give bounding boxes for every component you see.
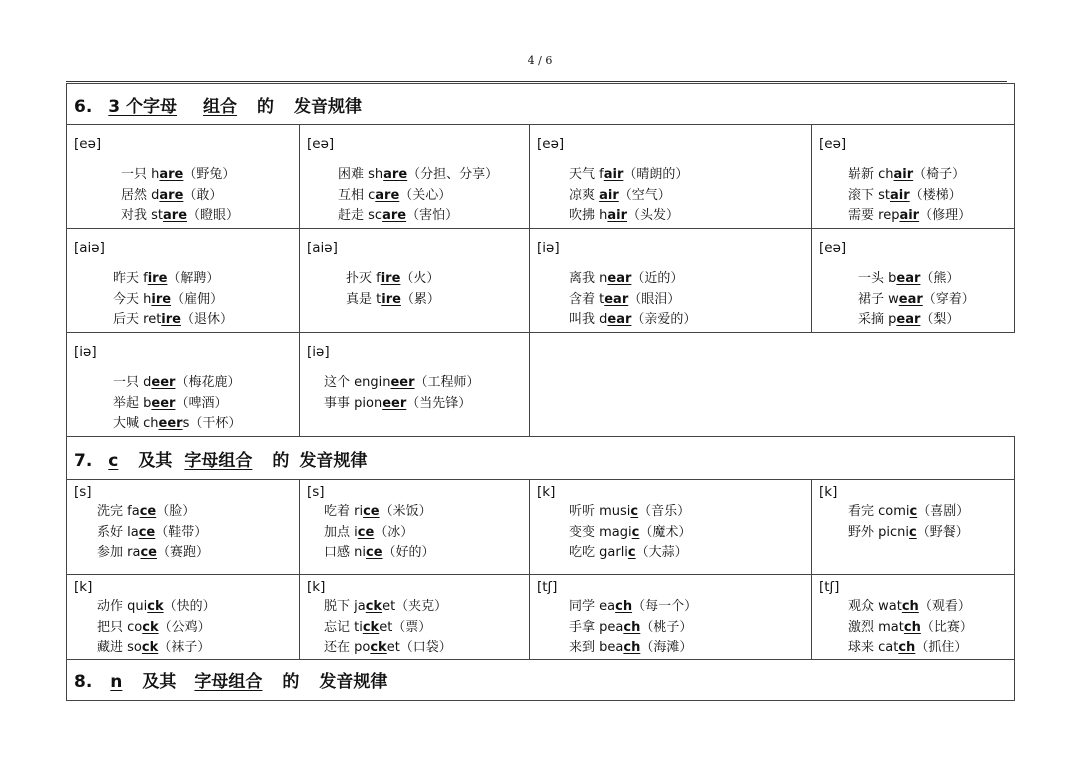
word-list xyxy=(812,258,1014,331)
table-cell xyxy=(530,575,812,660)
section-7-header-row xyxy=(67,437,1015,480)
section-heading xyxy=(67,84,1015,125)
phonetic-symbol: [iə] xyxy=(307,344,330,360)
word-entry: 激烈 match（比赛） xyxy=(848,619,973,635)
word-entry: 手拿 peach（桃子） xyxy=(569,619,693,635)
word-list xyxy=(300,597,529,659)
word-entry: 球来 catch（抓住） xyxy=(848,640,968,655)
word-entry: 洗完 face（脸） xyxy=(97,504,196,519)
word-entry: 口感 nice（好的） xyxy=(324,545,435,560)
heading-part: 发音规律 xyxy=(319,672,388,692)
phonetic-symbol: [tʃ] xyxy=(819,579,840,595)
word-entry: 还在 pocket（口袋） xyxy=(324,640,452,655)
table-cell xyxy=(812,480,1015,575)
word-list xyxy=(67,502,299,564)
table-cell xyxy=(812,575,1015,660)
word-entry: 事事 pioneer（当先锋） xyxy=(324,395,472,411)
table-cell xyxy=(812,125,1015,229)
empty-cell xyxy=(530,333,1015,437)
table-cell xyxy=(530,229,812,333)
phonetic-symbol: [k] xyxy=(307,579,326,595)
table-cell xyxy=(67,333,300,437)
word-entry: 野外 picnic（野餐） xyxy=(848,524,969,540)
word-list xyxy=(300,362,529,414)
phonetic-symbol: [k] xyxy=(819,484,838,500)
section-number: 6. xyxy=(74,96,93,117)
word-list xyxy=(67,154,299,227)
heading-part: 字母组合 xyxy=(194,672,263,692)
word-entry: 后天 retire（退休） xyxy=(113,312,233,327)
section-8-header-row xyxy=(67,659,1015,700)
word-entry: 看完 comic（喜剧） xyxy=(848,504,970,519)
table-row xyxy=(67,229,1015,333)
word-list xyxy=(530,597,811,659)
word-list xyxy=(300,502,529,564)
section-6-header-row xyxy=(67,84,1015,125)
heading-part: 的 xyxy=(257,96,275,117)
word-entry: 一只 deer（梅花鹿） xyxy=(113,375,241,390)
heading-part: 的 xyxy=(282,672,300,692)
heading-part: 字母组合 xyxy=(184,450,253,471)
table-cell xyxy=(67,229,300,333)
table-row xyxy=(67,480,1015,575)
word-entry: 居然 dare（敢） xyxy=(121,187,223,203)
phonetic-symbol: [s] xyxy=(307,484,325,500)
table-row xyxy=(67,125,1015,229)
word-entry: 脱下 jacket（夹克） xyxy=(324,599,448,614)
word-list xyxy=(300,258,529,310)
word-entry: 加点 ice（冰） xyxy=(324,524,414,540)
table-cell xyxy=(530,480,812,575)
word-list xyxy=(812,597,1014,659)
heading-part: 发音规律 xyxy=(294,96,363,117)
word-entry: 裙子 wear（穿着） xyxy=(858,291,975,307)
word-entry: 听听 music（音乐） xyxy=(569,504,691,519)
word-entry: 扑灭 fire（火） xyxy=(346,271,440,286)
word-entry: 动作 quick（快的） xyxy=(97,599,216,614)
word-entry: 滚下 stair（楼梯） xyxy=(848,187,962,203)
phonetic-symbol: [iə] xyxy=(74,344,97,360)
table-row xyxy=(67,575,1015,660)
phonetic-symbol: [k] xyxy=(74,579,93,595)
table-cell xyxy=(300,480,530,575)
word-entry: 今天 hire（雇佣） xyxy=(113,291,224,307)
heading-part: 3 个字母 xyxy=(108,96,178,117)
word-entry: 困难 share（分担、分享） xyxy=(338,167,499,182)
word-entry: 互相 care（关心） xyxy=(338,187,452,203)
word-entry: 变变 magic（魔术） xyxy=(569,524,692,540)
heading-part: 及其 xyxy=(138,450,173,471)
word-list xyxy=(300,154,529,227)
word-entry: 一头 bear（熊） xyxy=(858,271,960,286)
word-entry: 吃吃 garlic（大蒜） xyxy=(569,545,688,560)
heading-part: 组合 xyxy=(203,96,238,117)
word-entry: 崭新 chair（椅子） xyxy=(848,167,966,182)
word-entry: 采摘 pear（梨） xyxy=(858,312,960,327)
heading-part: c xyxy=(108,450,119,471)
section-heading xyxy=(67,659,1015,700)
page-number: 4 / 6 xyxy=(527,54,553,67)
table-cell xyxy=(67,575,300,660)
phonetic-symbol: [eə] xyxy=(537,136,565,152)
table-cell xyxy=(300,333,530,437)
word-entry: 凉爽 air（空气） xyxy=(569,187,671,203)
word-list xyxy=(812,154,1014,227)
word-list xyxy=(812,502,1014,543)
section-number: 7. xyxy=(74,450,93,471)
phonetic-symbol: [tʃ] xyxy=(537,579,558,595)
section-heading xyxy=(67,437,1015,480)
phonetic-symbol: [iə] xyxy=(537,240,560,256)
phonics-table xyxy=(66,83,1015,701)
word-entry: 把只 cock（公鸡） xyxy=(97,619,211,635)
word-entry: 系好 lace（鞋带） xyxy=(97,524,208,540)
header-rule xyxy=(66,81,1007,82)
table-row xyxy=(67,333,1015,437)
word-list xyxy=(67,597,299,659)
word-entry: 真是 tire（累） xyxy=(346,291,440,307)
heading-part: n xyxy=(110,672,123,692)
word-entry: 藏进 sock（袜子） xyxy=(97,640,211,655)
word-entry: 参加 race（赛跑） xyxy=(97,545,209,560)
heading-part: 的 xyxy=(272,450,290,471)
word-entry: 忘记 ticket（票） xyxy=(324,619,432,635)
word-entry: 叫我 dear（亲爱的） xyxy=(569,312,697,327)
phonetic-symbol: [k] xyxy=(537,484,556,500)
table-cell xyxy=(300,575,530,660)
phonetic-symbol: [eə] xyxy=(819,240,847,256)
word-entry: 吹拂 hair（头发） xyxy=(569,208,680,223)
table-cell xyxy=(300,125,530,229)
word-entry: 含着 tear（眼泪） xyxy=(569,291,681,307)
phonetic-symbol: [eə] xyxy=(74,136,102,152)
word-list xyxy=(530,502,811,564)
word-entry: 同学 each（每一个） xyxy=(569,599,698,614)
phonetic-symbol: [s] xyxy=(74,484,92,500)
phonetic-symbol: [aiə] xyxy=(74,240,105,256)
word-entry: 离我 near（近的） xyxy=(569,271,684,286)
word-list xyxy=(530,154,811,227)
word-entry: 昨天 fire（解聘） xyxy=(113,271,220,286)
word-list xyxy=(530,258,811,331)
word-list xyxy=(67,362,299,435)
word-entry: 吃着 rice（米饭） xyxy=(324,504,432,519)
word-entry: 大喊 cheers（干杯） xyxy=(113,416,242,431)
phonetic-symbol: [eə] xyxy=(307,136,335,152)
table-cell xyxy=(812,229,1015,333)
phonetic-symbol: [eə] xyxy=(819,136,847,152)
word-entry: 举起 beer（啤酒） xyxy=(113,395,228,411)
word-list xyxy=(67,258,299,331)
phonetic-symbol: [aiə] xyxy=(307,240,338,256)
word-entry: 天气 fair（晴朗的） xyxy=(569,167,689,182)
table-cell xyxy=(300,229,530,333)
heading-part: 发音规律 xyxy=(299,450,368,471)
word-entry: 这个 engineer（工程师） xyxy=(324,375,480,390)
word-entry: 赶走 scare（害怕） xyxy=(338,208,459,223)
section-number: 8. xyxy=(74,672,93,692)
table-cell xyxy=(530,125,812,229)
table-cell xyxy=(67,480,300,575)
word-entry: 观众 watch（观看） xyxy=(848,599,971,614)
word-entry: 来到 beach（海滩） xyxy=(569,640,693,655)
word-entry: 对我 stare（瞪眼） xyxy=(121,208,240,223)
table-cell xyxy=(67,125,300,229)
heading-part: 及其 xyxy=(142,672,177,692)
word-entry: 一只 hare（野兔） xyxy=(121,167,236,182)
word-entry: 需要 repair（修理） xyxy=(848,208,972,223)
